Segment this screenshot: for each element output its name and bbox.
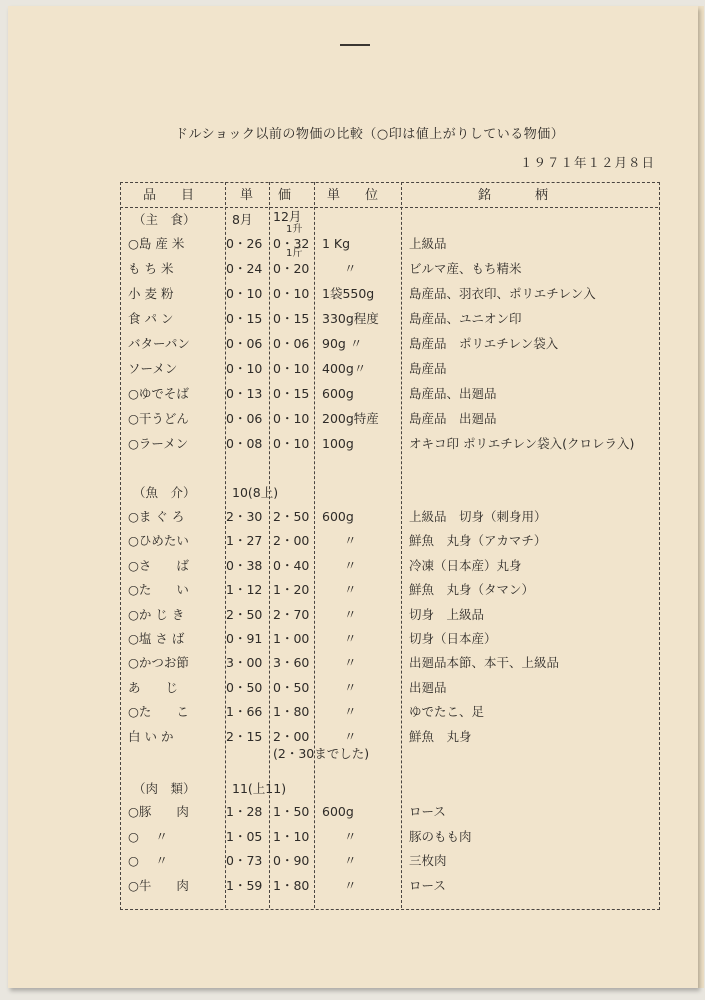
staple-row-unit: 400g〃 [322,361,367,376]
staple-row-brand: 島産品、羽衣印、ポリエチレン入 [409,286,596,301]
meat-row-brand: ロース [409,804,446,819]
section-label-fish: （魚 介） [133,485,196,500]
fish-row-item-name: ○かつお節 [128,655,189,671]
meat-row-brand: ロース [409,877,446,893]
meat-row-price-after: 1・50 [273,804,310,819]
staple-row-price-before: 0・15 [226,311,263,326]
staple-row-brand: 島産品、出廻品 [409,386,497,401]
fish-row-item-name: ○ひめたい [128,533,189,549]
meat-row-price-before: 1・28 [226,804,263,819]
fish-row-price-after: 1・80 [273,704,310,720]
staple-row-item-name: ○ゆでそば [128,386,189,401]
fish-row-unit: 〃 [344,606,357,622]
fish-row-brand: 鮮魚 丸身（タマン） [409,582,535,598]
document-date: １９７１年１２月８日 [520,155,656,170]
staple-row-unit: 〃 [344,261,357,276]
staple-row-price-after: 0・32 [273,236,310,251]
fish-row-unit: 〃 [344,655,357,671]
staple-row-price-after: 0・10 [273,286,310,301]
staple-row-item-name: 小 麦 粉 [128,286,174,301]
staple-row-item-name: ソーメン [128,361,178,376]
staple-row-brand: 島産品 ポリエチレン袋入 [409,336,559,351]
fish-row-price-before: 3・00 [226,655,263,671]
fish-row-price-before: 1・27 [226,533,263,549]
fish-row-unit: 〃 [344,728,357,744]
fish-row-price-before: 2・50 [226,606,263,622]
fish-row-unit: 〃 [344,704,357,720]
staple-row-item-name: ○ラーメン [128,436,189,451]
fish-row-item-name: ○さ ば [128,557,189,573]
meat-row-brand: 豚のもも肉 [409,828,472,844]
meat-row-item-name: ○ 〃 [128,853,168,868]
staple-row-brand: 上級品 [409,236,447,251]
fish-row-price-before: 0・91 [226,631,263,646]
fish-row-unit: 〃 [344,631,357,646]
document-title: ドルショック以前の物価の比較（○印は値上がりしている物価） [175,127,565,142]
fish-row-unit: 〃 [344,582,357,598]
fish-row-unit: 〃 [344,533,357,549]
staple-row-price-after: 0・10 [273,361,310,376]
staple-row-unit: 600g [322,386,354,401]
fish-row-price-before: 1・12 [226,582,263,598]
month-label-12: 12月 [273,209,302,224]
meat-row-price-before: 0・73 [226,853,263,868]
staple-row-unit: 200g特産 [322,411,379,426]
fish-row-item-name: ○た い [128,582,189,598]
fish-row-brand: 出廻品本節、本干、上級品 [409,655,560,671]
header-brand: 銘 柄 [478,188,555,203]
month-label-fish: 10(8上) [232,485,279,500]
fish-row-brand: ゆでたこ、足 [409,704,485,720]
staple-row-price-after: 0・20 [273,261,310,276]
fish-row-price-after: 0・40 [273,557,310,573]
meat-row-item-name: ○ 〃 [128,828,168,844]
meat-row-item-name: ○豚 肉 [128,804,189,819]
staple-row-item-name: バターパン [128,336,190,351]
fish-row-price-before: 0・38 [226,557,263,573]
staple-row-unit: 1 Kg [322,236,351,251]
section-label-meat: （肉 類） [133,781,196,796]
staple-row-price-after: 0・10 [273,436,310,451]
fish-row-price-after: 1・00 [273,631,310,646]
unit-note-1kin: 1斤 [286,248,303,259]
fish-row-item-name: 白 い か [128,728,174,744]
meat-row-price-before: 1・59 [226,877,263,893]
fish-row-item-name: ○か じ き [128,606,185,622]
fish-row-price-before: 2・15 [226,728,263,744]
staple-row-price-after: 0・10 [273,411,310,426]
fish-row-price-before: 0・50 [226,679,263,695]
staple-row-price-after: 0・15 [273,311,310,326]
staple-row-price-before: 0・13 [226,386,263,401]
fish-row-brand: 切身（日本産） [409,631,497,646]
fish-row-brand: 出廻品 [409,679,447,695]
fish-row-price-before: 1・66 [226,704,263,720]
staple-row-brand: 島産品 [409,361,447,376]
fish-row-price-after: 2・50 [273,509,310,524]
staple-row-price-before: 0・10 [226,361,263,376]
staple-row-brand: ビルマ産、もち精米 [409,261,522,276]
staple-row-unit: 90g 〃 [322,336,363,351]
header-price: 単 価 [240,188,298,203]
header-divider [120,207,658,208]
month-label-8: 8月 [232,212,253,227]
staple-row-price-before: 0・06 [226,411,263,426]
section-label-staple: （主 食） [133,212,196,227]
fish-row-item-name: あ じ [128,679,179,695]
staple-row-unit: 100g [322,436,354,451]
fish-row-unit: 〃 [344,557,357,573]
meat-row-item-name: ○牛 肉 [128,877,189,893]
staple-row-item-name: ○島 産 米 [128,236,185,251]
meat-row-unit: 〃 [344,877,357,893]
meat-row-price-after: 1・10 [273,828,310,844]
fish-row-brand: 冷凍（日本産）丸身 [409,557,522,573]
staple-row-item-name: ○干うどん [128,411,189,426]
col-divider-unit [314,182,315,908]
staple-row-item-name: 食 パ ン [128,311,174,326]
staple-row-price-before: 0・08 [226,436,263,451]
fish-row-unit: 600g [322,509,354,524]
staple-row-brand: 島産品 出廻品 [409,411,497,426]
fish-row-item-name: ○ま ぐ ろ [128,509,185,524]
page-mark [340,44,370,46]
col-divider-price2 [269,182,270,908]
unit-note-1sho: 1升 [286,224,303,235]
staple-row-brand: 島産品、ユニオン印 [409,311,522,326]
staple-row-item-name: も ち 米 [128,261,174,276]
fish-row-item-name: ○た こ [128,704,189,720]
fish-row-price-after: 2・00 [273,533,310,549]
meat-row-unit: 600g [322,804,354,819]
fish-row-price-after: 2・00 [273,728,310,744]
fish-row-price-before: 2・30 [226,509,263,524]
fish-row-price-after: 1・20 [273,582,310,598]
fish-row-item-name: ○塩 さ ば [128,631,185,646]
staple-row-unit: 330g程度 [322,311,379,326]
fish-row-brand: 鮮魚 丸身 [409,728,472,744]
staple-row-unit: 1袋550g [322,286,375,301]
staple-row-price-before: 0・26 [226,236,263,251]
header-unit: 単 位 [327,188,385,203]
meat-row-unit: 〃 [344,853,357,868]
month-label-meat: 11(上11) [232,781,287,796]
fish-row-brand: 鮮魚 丸身（アカマチ） [409,533,547,549]
col-divider-brand [401,182,402,908]
fish-row-price-after: 0・50 [273,679,310,695]
staple-row-price-after: 0・15 [273,386,310,401]
fish-row-price-after: 3・60 [273,655,310,671]
meat-row-brand: 三枚肉 [409,853,447,868]
fish-row-brand: 上級品 切身（刺身用） [409,509,547,524]
fish-row-price-after: 2・70 [273,606,310,622]
meat-row-price-before: 1・05 [226,828,263,844]
staple-row-price-before: 0・06 [226,336,263,351]
meat-row-price-after: 1・80 [273,877,310,893]
fish-note: (2・30までした) [273,746,370,761]
meat-row-price-after: 0・90 [273,853,310,868]
staple-row-brand: オキコ印 ポリエチレン袋入(クロレラ入) [409,436,635,451]
staple-row-price-after: 0・06 [273,336,310,351]
staple-row-price-before: 0・10 [226,286,263,301]
fish-row-brand: 切身 上級品 [409,606,485,622]
staple-row-price-before: 0・24 [226,261,263,276]
meat-row-unit: 〃 [344,828,357,844]
fish-row-unit: 〃 [344,679,357,695]
header-item: 品 目 [143,188,201,203]
